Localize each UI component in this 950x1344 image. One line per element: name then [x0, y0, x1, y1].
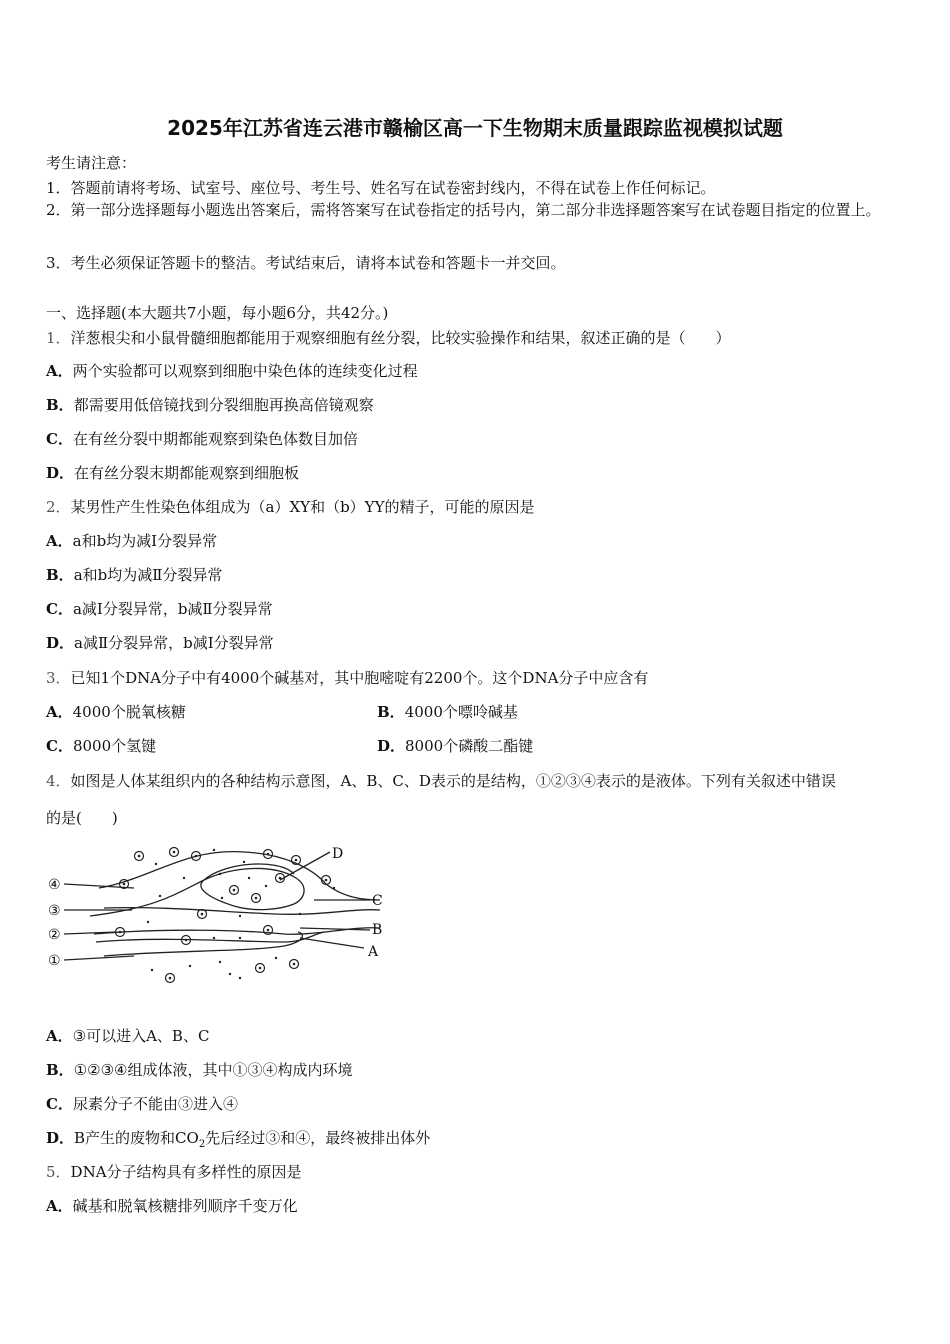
question-text: 已知1个DNA分子中有4000个碱基对，其中胞嘧啶有2200个。这个DNA分子中应含有 — [70, 669, 649, 687]
option-letter: B． — [46, 396, 74, 414]
option-text: 在有丝分裂中期都能观察到染色体数目加倍 — [72, 430, 358, 448]
q2-option-c[interactable] — [46, 598, 273, 619]
diagram-label-1: ① — [48, 953, 61, 969]
page-title: 2025年江苏省连云港市赣榆区高一下生物期末质量跟踪监视模拟试题 — [167, 116, 783, 140]
option-text: 两个实验都可以观察到细胞中染色体的连续变化过程 — [72, 362, 418, 380]
option-letter: D． — [46, 464, 75, 482]
option-letter: C． — [46, 600, 73, 618]
option-letter: B． — [46, 1061, 74, 1079]
option-letter: A． — [46, 1197, 73, 1215]
section-heading: 一、选择题(本大题共7小题，每小题6分，共42分。) — [46, 304, 389, 322]
question-5 — [46, 1161, 302, 1182]
option-text: 4000个脱氧核糖 — [72, 703, 186, 721]
option-letter: A． — [46, 362, 73, 380]
q2-option-b[interactable] — [46, 564, 222, 585]
q2-option-d[interactable] — [46, 632, 274, 653]
question-2 — [46, 496, 534, 517]
q3-option-b[interactable] — [377, 701, 518, 722]
option-text: 碱基和脱氧核糖排列顺序千变万化 — [72, 1197, 298, 1215]
diagram-label-3: ③ — [48, 903, 61, 919]
q1-option-a[interactable] — [46, 360, 418, 381]
diagram-label-a: A — [368, 944, 379, 960]
option-text: 8000个磷酸二酯键 — [405, 737, 534, 755]
question-number: 3． — [46, 669, 71, 687]
question-1 — [46, 327, 731, 348]
question-text: 洋葱根尖和小鼠骨髓细胞都能用于观察细胞有丝分裂，比较实验操作和结果，叙述正确的是（ ） — [70, 329, 731, 347]
q1-option-d[interactable] — [46, 462, 299, 483]
option-text: a减Ⅰ分裂异常，b减Ⅱ分裂异常 — [72, 600, 273, 618]
question-3 — [46, 667, 648, 688]
option-subscript: 2 — [198, 1139, 206, 1150]
notice-item-3: 3．考生必须保证答题卡的整洁。考试结束后，请将本试卷和答题卡一并交回。 — [46, 254, 566, 272]
q4-option-a[interactable] — [46, 1025, 209, 1046]
option-text: 8000个氢键 — [72, 737, 157, 755]
diagram-label-b: B — [372, 922, 383, 938]
question-4 — [46, 770, 836, 791]
question-number: 5． — [46, 1163, 71, 1181]
notice-item-2: 2．第一部分选择题每小题选出答案后，需将答案写在试卷指定的括号内，第二部分非选择题答案写在试卷题目指定的位置上。 — [46, 201, 881, 219]
diagram-label-c: C — [372, 893, 383, 909]
diagram-label-d: D — [332, 846, 344, 862]
question-number: 4． — [46, 772, 71, 790]
q1-option-c[interactable] — [46, 428, 358, 449]
q4-option-d[interactable] — [46, 1127, 430, 1150]
question-text: 某男性产生性染色体组成为（a）XY和（b）YY的精子，可能的原因是 — [70, 498, 535, 516]
option-letter: A． — [46, 532, 73, 550]
option-text: ①②③④组成体液，其中①③④构成内环境 — [73, 1061, 353, 1079]
tissue-structure-diagram — [44, 838, 394, 988]
option-letter: D． — [46, 1129, 75, 1147]
q3-option-c[interactable] — [46, 735, 156, 756]
option-letter: C． — [46, 1095, 73, 1113]
option-text-pre: B产生的废物和CO — [74, 1129, 199, 1147]
q3-option-d[interactable] — [377, 735, 533, 756]
option-letter: D． — [377, 737, 406, 755]
diagram-label-2: ② — [48, 927, 61, 943]
option-text-post: 先后经过③和④，最终被排出体外 — [205, 1129, 431, 1147]
diagram-label-4: ④ — [48, 877, 61, 893]
q4-option-c[interactable] — [46, 1093, 238, 1114]
question-text-line1: 如图是人体某组织内的各种结构示意图，A、B、C、D表示的是结构，①②③④表示的是液体。下列有关叙述中错误 — [70, 772, 836, 790]
option-letter: A． — [46, 703, 73, 721]
option-text: 尿素分子不能由③进入④ — [72, 1095, 238, 1113]
option-text: 都需要用低倍镜找到分裂细胞再换高倍镜观察 — [73, 396, 374, 414]
q2-option-a[interactable] — [46, 530, 217, 551]
option-text: a和b均为减Ⅰ分裂异常 — [72, 532, 218, 550]
notice-heading: 考生请注意： — [46, 154, 137, 172]
option-letter: C． — [46, 737, 73, 755]
question-text: DNA分子结构具有多样性的原因是 — [70, 1163, 302, 1181]
question-number: 1． — [46, 329, 71, 347]
q3-option-a[interactable] — [46, 701, 186, 722]
option-text: 在有丝分裂末期都能观察到细胞板 — [74, 464, 300, 482]
option-letter: B． — [46, 566, 74, 584]
option-text: a减Ⅱ分裂异常，b减Ⅰ分裂异常 — [74, 634, 274, 652]
option-text: a和b均为减Ⅱ分裂异常 — [73, 566, 223, 584]
option-letter: B． — [377, 703, 405, 721]
notice-item-1: 1．答题前请将考场、试室号、座位号、考生号、姓名写在试卷密封线内，不得在试卷上作任何标记。 — [46, 179, 716, 197]
q4-option-b[interactable] — [46, 1059, 352, 1080]
option-letter: D． — [46, 634, 75, 652]
question-number: 2． — [46, 498, 71, 516]
option-text: ③可以进入A、B、C — [72, 1027, 210, 1045]
option-letter: C． — [46, 430, 73, 448]
q5-option-a[interactable] — [46, 1195, 298, 1216]
q1-option-b[interactable] — [46, 394, 374, 415]
option-letter: A． — [46, 1027, 73, 1045]
option-text: 4000个嘌呤碱基 — [404, 703, 518, 721]
question-4-line2: 的是( ) — [46, 809, 118, 827]
